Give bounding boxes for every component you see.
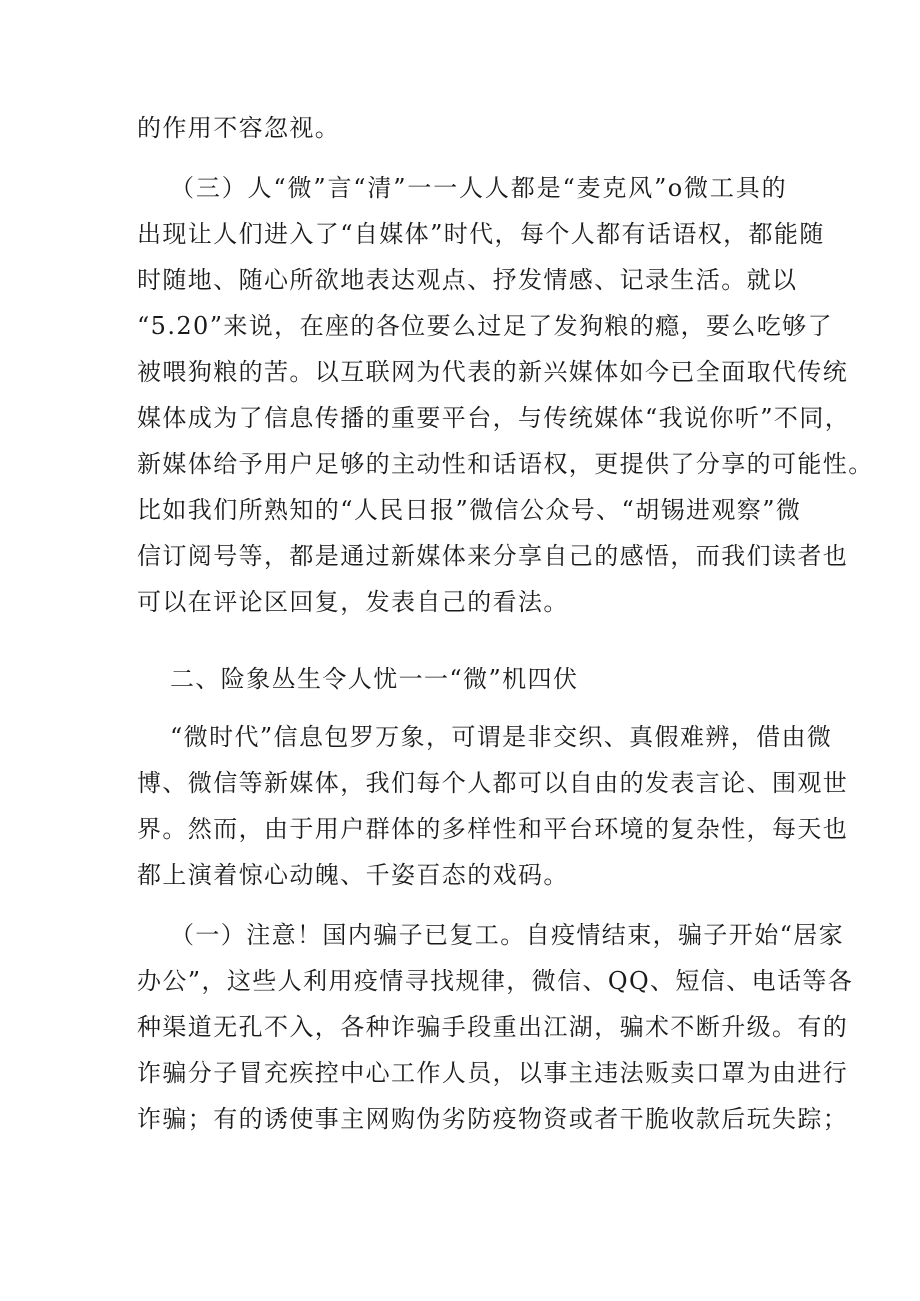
text-line: 诈骗；有的诱使事主网购伪劣防疫物资或者干脆收款后玩失踪；	[137, 1105, 849, 1133]
text-line: 媒体成为了信息传播的重要平台，与传统媒体“我说你听”不同，	[137, 404, 851, 432]
text-line: 信订阅号等，都是通过新媒体来分享自己的感悟，而我们读者也	[137, 542, 849, 570]
text-line: 被喂狗粮的苦。以互联网为代表的新兴媒体如今已全面取代传统	[137, 358, 849, 386]
text-line: 博、微信等新媒体，我们每个人都可以自由的发表言论、围观世	[137, 769, 849, 797]
text-line: 诈骗分子冒充疾控中心工作人员，以事主违法贩卖口罩为由进行	[137, 1059, 849, 1087]
text-line: 办公”，这些人利用疫情寻找规律，微信、QQ、短信、电话等各	[137, 967, 854, 995]
text-line: 界。然而，由于用户群体的多样性和平台环境的复杂性，每天也	[137, 815, 849, 843]
text-line: 的作用不容忽视。	[137, 114, 341, 142]
section-heading: 二、险象丛生令人忧一一“微”机四伏	[170, 665, 579, 693]
text-line: 新媒体给予用户足够的主动性和话语权，更提供了分享的可能性。	[137, 450, 874, 478]
text-line: “微时代”信息包罗万象，可谓是非交织、真假难辨，借由微	[170, 723, 833, 751]
text-line: 可以在评论区回复，发表自己的看法。	[137, 588, 569, 616]
text-line: （三）人“微”言“清”一一人人都是“麦克风”o微工具的	[170, 174, 787, 202]
text-line: 种渠道无孔不入，各种诈骗手段重出江湖，骗术不断升级。有的	[137, 1013, 849, 1041]
text-line: 都上演着惊心动魄、千姿百态的戏码。	[137, 861, 569, 889]
text-line: 时随地、随心所欲地表达观点、抒发情感、记录生活。就以	[137, 266, 798, 294]
text-line: （一）注意！国内骗子已复工。自疫情结束，骗子开始“居家	[170, 921, 845, 949]
text-line: 出现让人们进入了“自媒体”时代，每个人都有话语权，都能随	[137, 220, 825, 248]
text-line: “5.20”来说，在座的各位要么过足了发狗粮的瘾，要么吃够了	[137, 312, 833, 340]
text-line: 比如我们所熟知的“人民日报”微信公众号、“胡锡进观察”微	[137, 496, 802, 524]
